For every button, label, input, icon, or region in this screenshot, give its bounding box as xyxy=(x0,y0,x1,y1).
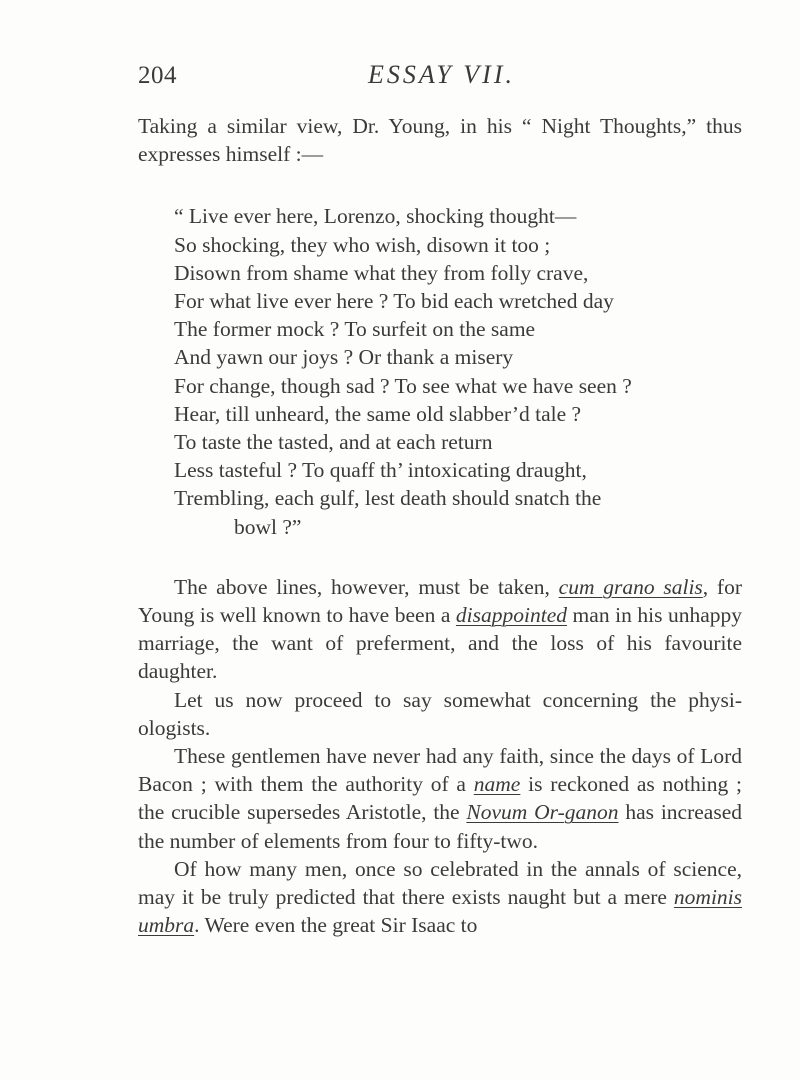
poem-line: For what live ever here ? To bid each wretched day xyxy=(174,289,614,314)
poem-line: Disown from shame what they from folly crave, xyxy=(174,260,589,285)
text-run: is reckoned as nothing ; the crucible supersedes Aristotle, the xyxy=(138,772,743,825)
poem-line: And yawn our joys ? Or thank a misery xyxy=(174,345,514,370)
poem-line: Less tasteful ? To quaff th’ intoxicating draught, xyxy=(174,458,587,483)
poem-line: Trembling, each gulf, lest death should snatch the xyxy=(174,486,602,511)
running-head: ESSAY VII. xyxy=(368,60,515,89)
paragraph-science xyxy=(138,855,742,940)
page-number: 204 xyxy=(138,62,177,89)
text-run: has increased the number of elements from four to fifty-two. xyxy=(138,800,743,853)
paragraph-young xyxy=(138,573,742,686)
text-run: These gentlemen have never had any faith, since the days of Lord Bacon ; with them the authority of a xyxy=(138,744,742,797)
italic-phrase: Novum Or-ganon xyxy=(466,800,619,825)
poem-line: To taste the tasted, and at each return xyxy=(174,430,493,455)
body-text xyxy=(138,112,742,939)
page-header xyxy=(138,62,742,102)
text-run: . Were even the great Sir Isaac to xyxy=(194,913,478,938)
text-run: man in his unhappy marriage, the want of preferment, and the loss of his favourite daughter. xyxy=(138,603,743,684)
poem-line: bowl ?” xyxy=(234,514,302,539)
italic-phrase: name xyxy=(473,772,521,797)
intro-paragraph: Taking a similar view, Dr. Young, in his “ Night Thoughts,” thus expresses himself :— xyxy=(138,114,742,167)
poem-line: Hear, till unheard, the same old slabber’d tale ? xyxy=(174,401,582,426)
text-run: , for Young is well known to have been a xyxy=(138,574,743,628)
italic-phrase: disappointed xyxy=(455,603,568,628)
paragraph-physiologists: Let us now proceed to say somewhat concerning the physi-ologists. xyxy=(138,687,742,740)
text-run: The above lines, however, must be taken, xyxy=(174,574,550,599)
poem-line: “ Live ever here, Lorenzo, shocking thought— xyxy=(174,204,577,229)
italic-phrase: nominis umbra xyxy=(138,885,743,938)
paragraph-gentlemen xyxy=(138,742,742,855)
poem-line: For change, though sad ? To see what we have seen ? xyxy=(174,373,632,398)
poem-quotation xyxy=(174,202,742,540)
poem-line: The former mock ? To surfeit on the same xyxy=(174,317,536,342)
text-run: Of how many men, once so celebrated in the annals of science, may it be truly predicted that there exists naught but a mere xyxy=(138,856,742,910)
poem-line: So shocking, they who wish, disown it too ; xyxy=(174,232,551,257)
italic-phrase: cum grano salis xyxy=(558,574,703,599)
